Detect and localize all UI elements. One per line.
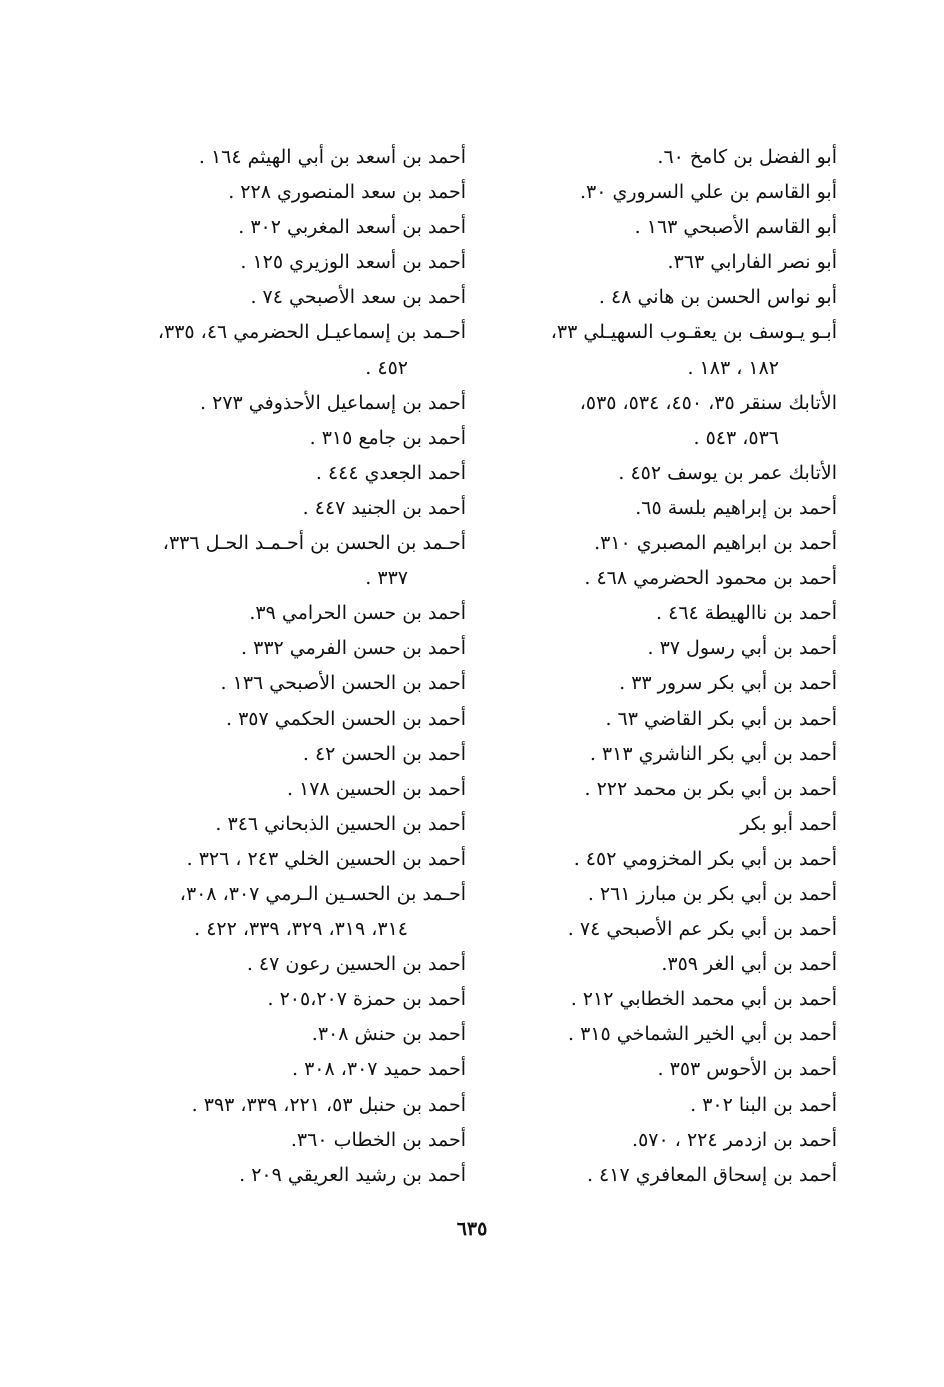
index-entry: الأتابك سنقر ٣٥، ٤٥٠، ٥٣٤، ٥٣٥،: [579, 391, 837, 414]
index-entry-continuation: ٣١٤، ٣١٩، ٣٢٩، ٣٣٩، ٤٢٢ .: [194, 918, 408, 941]
index-entry: أحمد بن أسعد الوزيري ١٢٥ .: [240, 251, 466, 274]
index-entry: أحمد بن إسحاق المعافري ٤١٧ .: [586, 1163, 837, 1186]
index-entry-continuation: ٥٣٦، ٥٤٣ .: [693, 426, 779, 449]
index-entry: أحمد بن حنش ٣٠٨.: [311, 1023, 466, 1046]
index-entry: أحـمد بن الحسن بن أحـمـد الحـل ٣٣٦،: [162, 532, 466, 555]
index-entry: أحمد بن الحسن الأصبحي ١٣٦ .: [220, 672, 466, 695]
index-entry: أحـمد بن الحسـين الـرمي ٣٠٧، ٣٠٨،: [179, 882, 466, 905]
index-entry: أحـمد بن إسماعيـل الحضرمي ٤٦، ٣٣٥،: [157, 321, 466, 344]
index-entry: أحمد أبو بكر: [740, 812, 837, 835]
index-entry: أحمد بن الجنيد ٤٤٧ .: [302, 496, 466, 519]
index-column-left: [136, 140, 466, 1193]
index-entry: أحمد بن الحسين رعون ٤٧ .: [246, 953, 466, 976]
index-entry: أحمد بن الحسن الحكمي ٣٥٧ .: [225, 707, 466, 730]
index-entry: أحمد الجعدي ٤٤٤ .: [315, 461, 466, 484]
index-column-right: [517, 140, 837, 1193]
index-entry: أحمد بن أسعد المغربي ٣٠٢ .: [238, 216, 466, 239]
index-entry: أحمد بن جامع ٣١٥ .: [309, 426, 466, 449]
index-entry: أحمد بن رشيد العريقي ٢٠٩ .: [239, 1163, 466, 1186]
index-entry: أحمد بن حمزة ٢٠٥،٢٠٧ .: [267, 988, 466, 1011]
index-entry: أبو الفضل بن كامخ ٦٠.: [657, 146, 837, 168]
index-entry: أبـو يـوسف بن يعقـوب السهيـلي ٣٣،: [550, 321, 837, 344]
index-entry: الأتابك عمر بن يوسف ٤٥٢ .: [618, 461, 837, 484]
index-entry: أحمد بن الحسين الخلي ٢٤٣ ، ٣٢٦ .: [186, 847, 466, 870]
index-entry: أبو نصر الفارابي ٣٦٣.: [667, 251, 837, 274]
index-entry: أحمد بن أسعد بن أبي الهيثم ١٦٤ .: [198, 146, 466, 168]
index-entry: أحمد بن أبي بكر بن مبارز ٢٦١ .: [587, 882, 837, 905]
index-entry: أحمد بن حسن الفرمي ٣٣٢ .: [241, 637, 466, 660]
index-entry: أحمد بن أبي محمد الخطابي ٢١٢ .: [570, 988, 837, 1011]
index-entry: أحمد بن الحسن ٤٢ .: [302, 742, 466, 765]
index-entry: أبو القاسم بن علي السروري ٣٠.: [579, 181, 837, 204]
index-entry: أحمد بن إسماعيل الأحذوفي ٢٧٣ .: [200, 391, 466, 414]
index-entry: أحمد بن حنبل ٥٣، ٢٢١، ٣٣٩، ٣٩٣ .: [191, 1093, 466, 1116]
index-entry: أحمد بن أبي بكر عم الأصبحي ٧٤ .: [567, 918, 837, 941]
index-entry: أحمد بن أبي بكر بن محمد ٢٢٢ .: [584, 777, 837, 800]
index-entry: أحمد بن سعد الأصبحي ٧٤ .: [250, 286, 466, 309]
page-number: ٦٣٥: [456, 1218, 488, 1240]
index-entry: أحمد بن البنا ٣٠٢ .: [690, 1093, 837, 1116]
index-entry: أحمد بن أبي رسول ٣٧ .: [647, 637, 837, 660]
index-entry: أحمد بن ابراهيم المصبري ٣١٠.: [594, 532, 837, 555]
index-entry: أحمد بن أبي الغر ٣٥٩.: [661, 953, 837, 976]
index-entry: أحمد بن الخطاب ٣٦٠.: [290, 1128, 466, 1151]
index-entry: أحمد بن ناالهيطة ٤٦٤ .: [656, 602, 837, 625]
index-entry: أحمد بن محمود الحضرمي ٤٦٨ .: [584, 567, 837, 590]
index-entry: أحمد بن حسن الحرامي ٣٩.: [249, 602, 466, 625]
index-entry: أحمد بن أبي بكر سرور ٣٣ .: [619, 672, 837, 695]
index-entry: أحمد بن أبي بكر القاضي ٦٣ .: [605, 707, 837, 730]
index-entry: أحمد بن الحسين الذبحاني ٣٤٦ .: [215, 812, 466, 835]
index-entry: أحمد بن أبي بكر الناشري ٣١٣ .: [589, 742, 837, 765]
index-entry-continuation: ٤٥٢ .: [365, 356, 408, 379]
index-entry: أحمد بن أبي الخير الشماخي ٣١٥ .: [568, 1023, 837, 1046]
index-entry: أحمد بن أبي بكر المخزومي ٤٥٢ .: [573, 847, 837, 870]
index-entry: أحمد بن الأحوس ٣٥٣ .: [657, 1058, 837, 1081]
index-entry: أحمد بن سعد المنصوري ٢٢٨ .: [228, 181, 466, 204]
index-entry-continuation: ١٨٢ ، ١٨٣ .: [687, 356, 779, 379]
index-entry: أبو القاسم الأصبحي ١٦٣ .: [634, 216, 837, 239]
index-entry: أحمد بن الحسين ١٧٨ .: [286, 777, 466, 800]
index-entry: أحمد بن إبراهيم بلسة ٦٥.: [635, 496, 837, 519]
index-entry-continuation: ٣٣٧ .: [365, 567, 408, 590]
index-entry: أحمد حميد ٣٠٧، ٣٠٨ .: [291, 1058, 466, 1081]
index-entry: أبو نواس الحسن بن هاني ٤٨ .: [598, 286, 837, 309]
index-entry: أحمد بن ازدمر ٢٢٤ ، ٥٧٠.: [632, 1128, 837, 1151]
